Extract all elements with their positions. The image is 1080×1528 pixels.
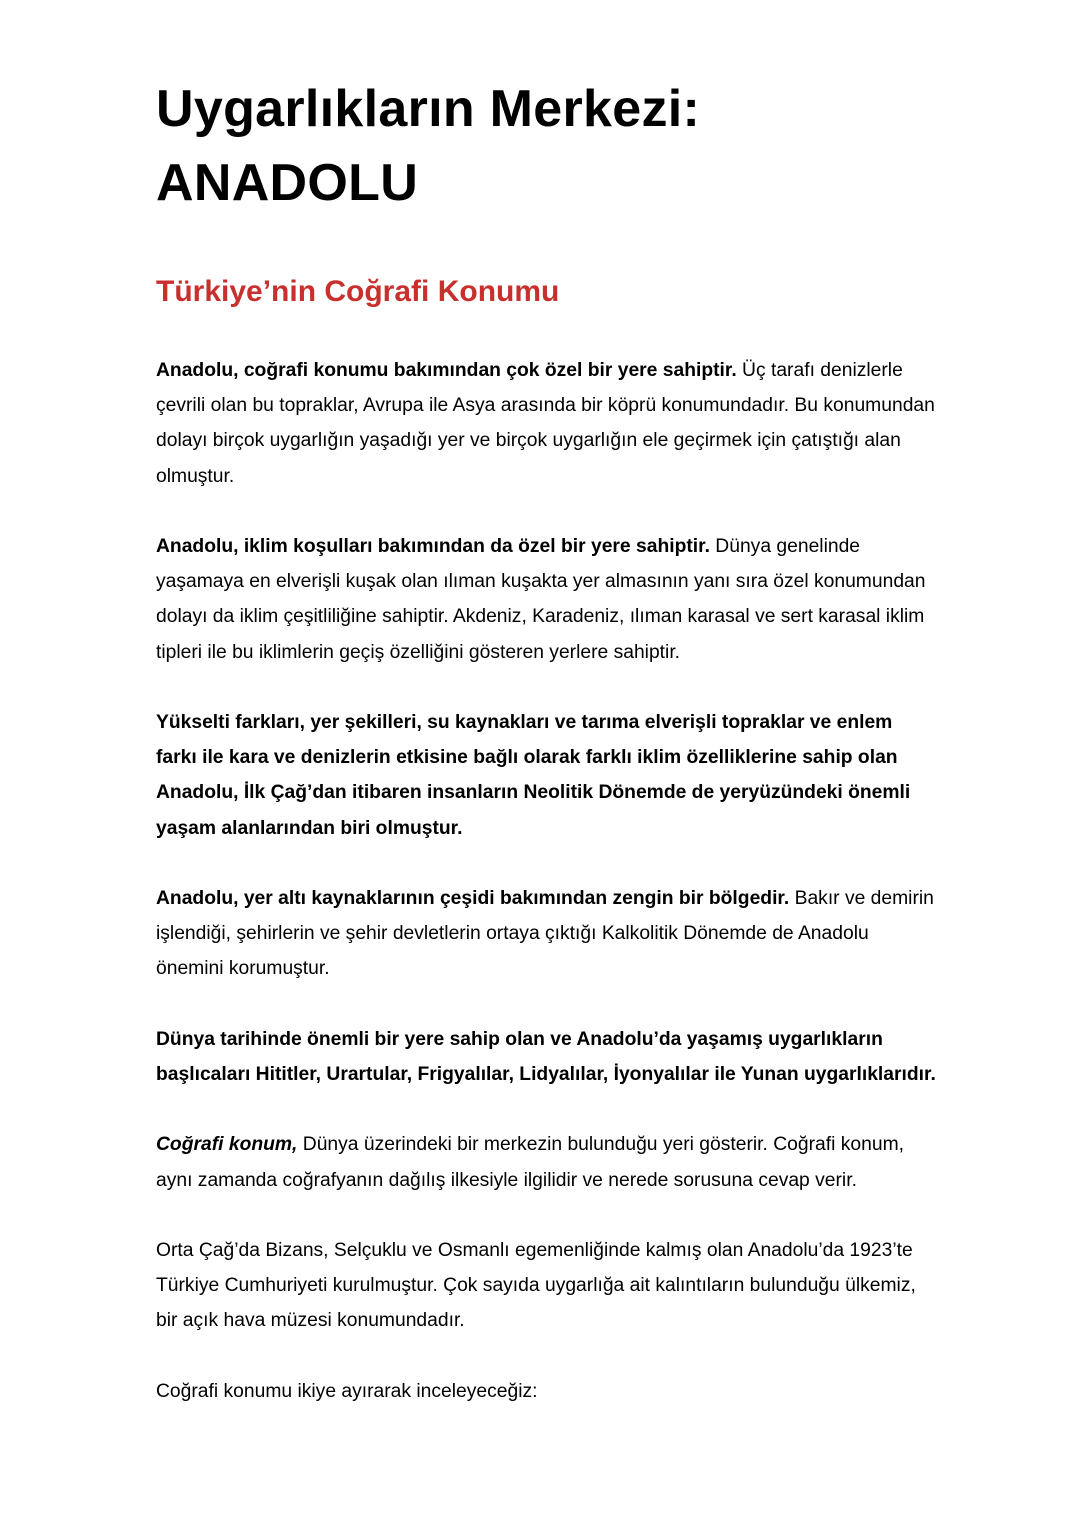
paragraph-6-bold-italic: Coğrafi konum, <box>156 1134 298 1156</box>
paragraph-1-bold: Anadolu, coğrafi konumu bakımından çok özel bir yere sahiptir. <box>156 360 737 381</box>
paragraph-2-bold: Anadolu, iklim koşulları bakımından da özel bir yere sahiptir. <box>156 536 710 557</box>
paragraph-2-text: Dünya genelinde yaşamaya en elverişli kuşak olan ılıman kuşakta yer almasının yanı sıra özel konumundan dolayı da iklim çeşitliliğine sahiptir. Akdeniz, Karadeniz, ılıman karasal ve sert karasal iklim tipleri ile bu iklimlerin geçiş özelliğini gösteren yerlere sahiptir. <box>156 536 926 663</box>
title-line-1: Uygarlıkların Merkezi: <box>156 80 701 138</box>
paragraph-8-text: Coğrafi konumu ikiye ayırarak inceleyeceğiz: <box>156 1380 538 1402</box>
paragraph-3 <box>156 705 936 846</box>
paragraph-3-bold: Yükselti farkları, yer şekilleri, su kaynakları ve tarıma elverişli topraklar ve enlem farkı ile kara ve denizlerin etkisine bağlı olarak farklı iklim özelliklerine sahip olan Anadolu, İlk Çağ’dan itibaren insanların Neolitik Dönemde de yeryüzündeki önemli yaşam alanlarından biri olmuştur. <box>156 712 911 839</box>
section-heading: Türkiye’nin Coğrafi Konumu <box>156 275 560 308</box>
paragraph-7 <box>156 1233 936 1339</box>
document-page <box>156 72 936 1402</box>
paragraph-6 <box>156 1127 936 1197</box>
paragraph-4 <box>156 881 936 987</box>
paragraph-5-bold: Dünya tarihinde önemli bir yere sahip olan ve Anadolu’da yaşamış uygarlıkların başlıcaları Hititler, Urartular, Frigyalılar, Lidyalılar, İyonyalılar ile Yunan uygarlıklarıdır. <box>156 1028 936 1085</box>
paragraph-1-text: Üç tarafı denizlerle çevrili olan bu topraklar, Avrupa ile Asya arasında bir köprü konumundadır. Bu konumundan dolayı birçok uygarlığın yaşadığı yer ve birçok uygarlığın ele geçirmek için çatıştığı alan olmuştur. <box>156 360 935 487</box>
paragraph-2 <box>156 529 936 670</box>
paragraph-4-bold: Anadolu, yer altı kaynaklarının çeşidi bakımından zengin bir bölgedir. <box>156 888 790 909</box>
paragraph-1 <box>156 353 936 494</box>
paragraph-6-text: Dünya üzerindeki bir merkezin bulunduğu yeri gösterir. Coğrafi konum, aynı zamanda coğrafyanın dağılış ilkesiyle ilgilidir ve nerede sorusuna cevap verir. <box>156 1134 904 1191</box>
paragraph-8 <box>156 1374 936 1409</box>
document-body <box>156 353 936 1444</box>
paragraph-7-text: Orta Çağ’da Bizans, Selçuklu ve Osmanlı egemenliğinde kalmış olan Anadolu’da 1923’te Türkiye Cumhuriyeti kurulmuştur. Çok sayıda uygarlığa ait kalıntıların bulunduğu ülkemiz, bir açık hava müzesi konumundadır. <box>156 1239 916 1332</box>
page-title <box>156 72 936 220</box>
paragraph-5 <box>156 1022 936 1092</box>
title-line-2: ANADOLU <box>156 154 419 212</box>
paragraph-4-text: Bakır ve demirin işlendiği, şehirlerin ve şehir devletlerin ortaya çıktığı Kalkolitik Dönemde de Anadolu önemini korumuştur. <box>156 888 934 980</box>
